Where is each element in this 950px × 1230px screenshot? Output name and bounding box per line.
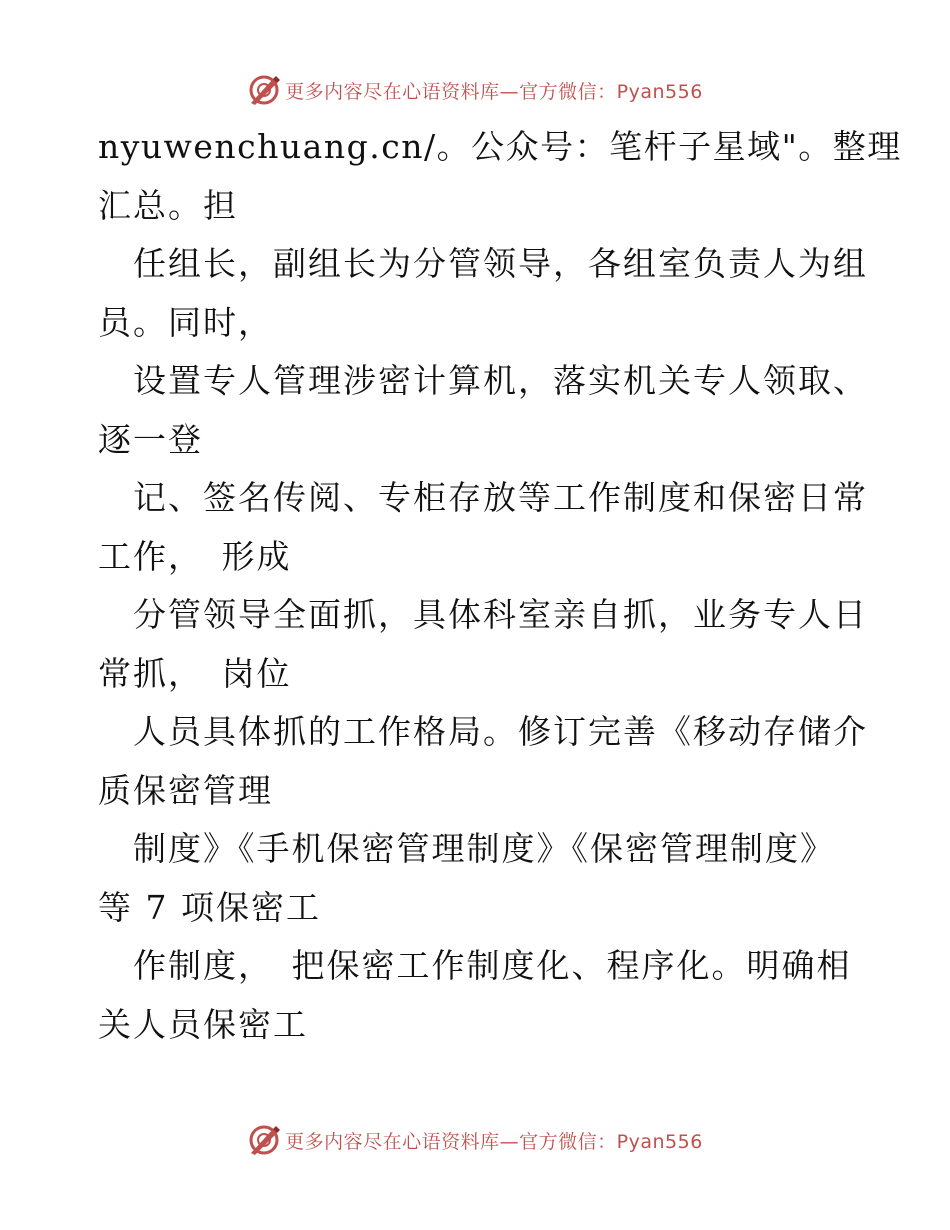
red-pen-logo-icon	[247, 1123, 281, 1157]
text-line: 逐一登	[98, 419, 203, 459]
watermark-text: 更多内容尽在心语资料库—官方微信：Pyan556	[285, 80, 703, 103]
document-body	[98, 118, 902, 1054]
text-line: 质保密管理	[98, 770, 273, 810]
text-line: 人员具体抓的工作格局。修订完善《移动存储介	[98, 712, 868, 751]
text-line: 关人员保密工	[98, 1004, 308, 1044]
red-pen-logo-icon	[247, 73, 281, 107]
text-line: 作制度， 把保密工作制度化、程序化。明确相	[98, 946, 852, 985]
text-line: 常抓， 岗位	[98, 653, 292, 693]
text-line: 记、签名传阅、专柜存放等工作制度和保密日常	[98, 478, 868, 517]
text-line: 等 7 项保密工	[98, 887, 321, 927]
footer-watermark-banner	[0, 1120, 950, 1160]
text-line: nyuwenchuang.cn/。公众号：笔杆子星域"。整理	[98, 127, 902, 166]
text-line: 工作， 形成	[98, 536, 292, 576]
watermark-text: 更多内容尽在心语资料库—官方微信：Pyan556	[285, 1130, 703, 1153]
text-line: 员。同时，	[98, 302, 273, 342]
header-watermark-banner	[0, 70, 950, 110]
text-line: 设置专人管理涉密计算机，落实机关专人领取、	[98, 361, 868, 400]
text-line: 制度》《手机保密管理制度》《保密管理制度》	[98, 829, 835, 868]
text-line: 汇总。担	[98, 185, 238, 225]
text-line: 分管领导全面抓，具体科室亲自抓，业务专人日	[98, 595, 868, 634]
text-line: 任组长，副组长为分管领导，各组室负责人为组	[98, 244, 868, 283]
